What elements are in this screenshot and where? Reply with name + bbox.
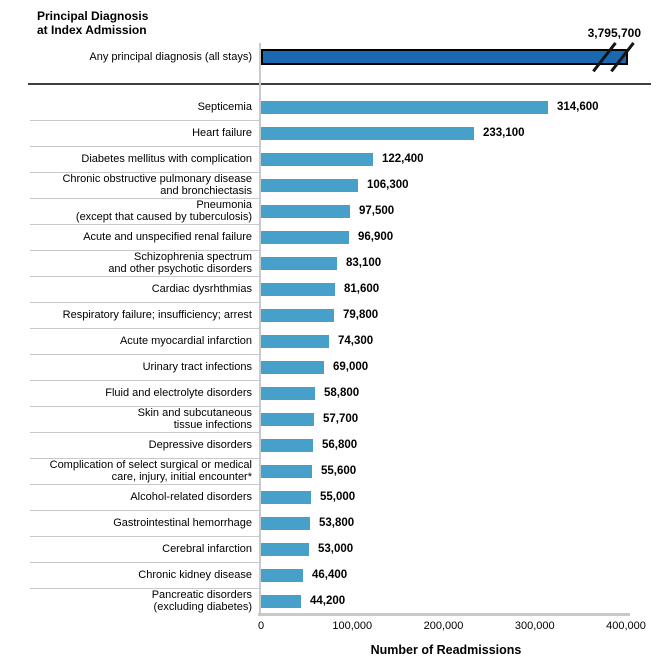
x-tick-label: 100,000 [332, 620, 373, 632]
chart-row [0, 224, 672, 250]
chart-row [0, 510, 672, 536]
row-bar [261, 361, 324, 374]
rows [0, 94, 672, 614]
row-bar [261, 387, 315, 400]
chart-row [0, 484, 672, 510]
chart-row [0, 432, 672, 458]
section-divider [28, 83, 651, 85]
row-label: Acute myocardial infarction [119, 334, 252, 347]
chart-row [0, 328, 672, 354]
chart-row [0, 94, 672, 120]
chart-row [0, 198, 672, 224]
row-value-label: 58,800 [324, 387, 360, 399]
row-label: Fluid and electrolyte disorders [105, 386, 252, 399]
chart-row [0, 380, 672, 406]
chart-row [0, 172, 672, 198]
chart-row [0, 588, 672, 614]
row-value-label: 122,400 [382, 153, 424, 165]
row-bar [261, 153, 373, 166]
x-tick-label: 300,000 [514, 620, 555, 632]
row-bar [261, 569, 303, 582]
row-label: Pancreatic disorders (excluding diabetes) [151, 588, 252, 613]
chart-title [37, 9, 148, 37]
x-axis-title: Number of Readmissions [370, 643, 522, 657]
chart-row [0, 250, 672, 276]
row-value-label: 74,300 [338, 335, 374, 347]
row-bar [261, 517, 310, 530]
chart-title-line1: Principal Diagnosis [37, 9, 149, 23]
chart-row [0, 536, 672, 562]
chart-row [0, 302, 672, 328]
row-value-label: 44,200 [310, 595, 346, 607]
row-label: Cardiac dysrhthmias [151, 282, 252, 295]
row-value-label: 55,000 [320, 491, 356, 503]
row-value-label: 314,600 [557, 101, 599, 113]
row-value-label: 57,700 [323, 413, 359, 425]
chart-row [0, 146, 672, 172]
row-label: Complication of select surgical or medical care, injury, initial encounter* [49, 458, 252, 483]
row-value-label: 81,600 [344, 283, 380, 295]
highlight-bar-label: Any principal diagnosis (all stays) [89, 51, 252, 63]
row-label: Pneumonia (except that caused by tuberculosis) [75, 198, 252, 223]
row-value-label: 83,100 [346, 257, 382, 269]
x-tick-label: 200,000 [423, 620, 464, 632]
row-label: Acute and unspecified renal failure [83, 230, 252, 243]
row-label: Urinary tract infections [142, 360, 252, 373]
row-value-label: 55,600 [321, 465, 357, 477]
chart-row [0, 354, 672, 380]
row-label: Gastrointestinal hemorrhage [113, 516, 252, 529]
row-bar [261, 439, 313, 452]
row-bar [261, 127, 474, 140]
highlight-bar [261, 49, 628, 65]
row-bar [261, 335, 329, 348]
row-value-label: 69,000 [333, 361, 369, 373]
row-value-label: 96,900 [358, 231, 394, 243]
row-label: Depressive disorders [148, 438, 252, 451]
row-bar [261, 205, 350, 218]
row-bar [261, 413, 314, 426]
row-label: Alcohol-related disorders [130, 490, 252, 503]
row-label: Skin and subcutaneous tissue infections [137, 406, 252, 431]
chart-row [0, 406, 672, 432]
row-bar [261, 309, 334, 322]
row-bar [261, 465, 312, 478]
row-value-label: 53,800 [319, 517, 355, 529]
row-label: Cerebral infarction [162, 542, 252, 555]
x-tick-label: 400,000 [606, 620, 646, 632]
row-label: Heart failure [192, 126, 252, 139]
row-bar [261, 491, 311, 504]
chart-title-line2: at Index Admission [37, 23, 147, 37]
row-value-label: 97,500 [359, 205, 395, 217]
row-bar [261, 231, 349, 244]
row-label: Diabetes mellitus with complication [81, 152, 252, 165]
row-value-label: 233,100 [483, 127, 525, 139]
row-bar [261, 543, 309, 556]
row-bar [261, 101, 548, 114]
row-value-label: 46,400 [312, 569, 348, 581]
row-bar [261, 283, 335, 296]
row-bar [261, 595, 301, 608]
x-tick-label: 0 [257, 620, 265, 632]
row-bar [261, 257, 337, 270]
chart-row [0, 562, 672, 588]
row-value-label: 53,000 [318, 543, 354, 555]
row-label: Schizophrenia spectrum and other psychotic disorders [108, 250, 252, 275]
row-label: Septicemia [197, 100, 252, 113]
row-bar [261, 179, 358, 192]
row-value-label: 106,300 [367, 179, 409, 191]
row-value-label: 56,800 [322, 439, 358, 451]
row-label: Chronic kidney disease [138, 568, 252, 581]
chart-row [0, 276, 672, 302]
row-value-label: 79,800 [343, 309, 379, 321]
chart-row [0, 458, 672, 484]
row-label: Chronic obstructive pulmonary disease and bronchiectasis [62, 172, 252, 197]
row-label: Respiratory failure; insufficiency; arrest [62, 308, 252, 321]
highlight-bar-value: 3,795,700 [587, 26, 641, 40]
chart-row [0, 120, 672, 146]
